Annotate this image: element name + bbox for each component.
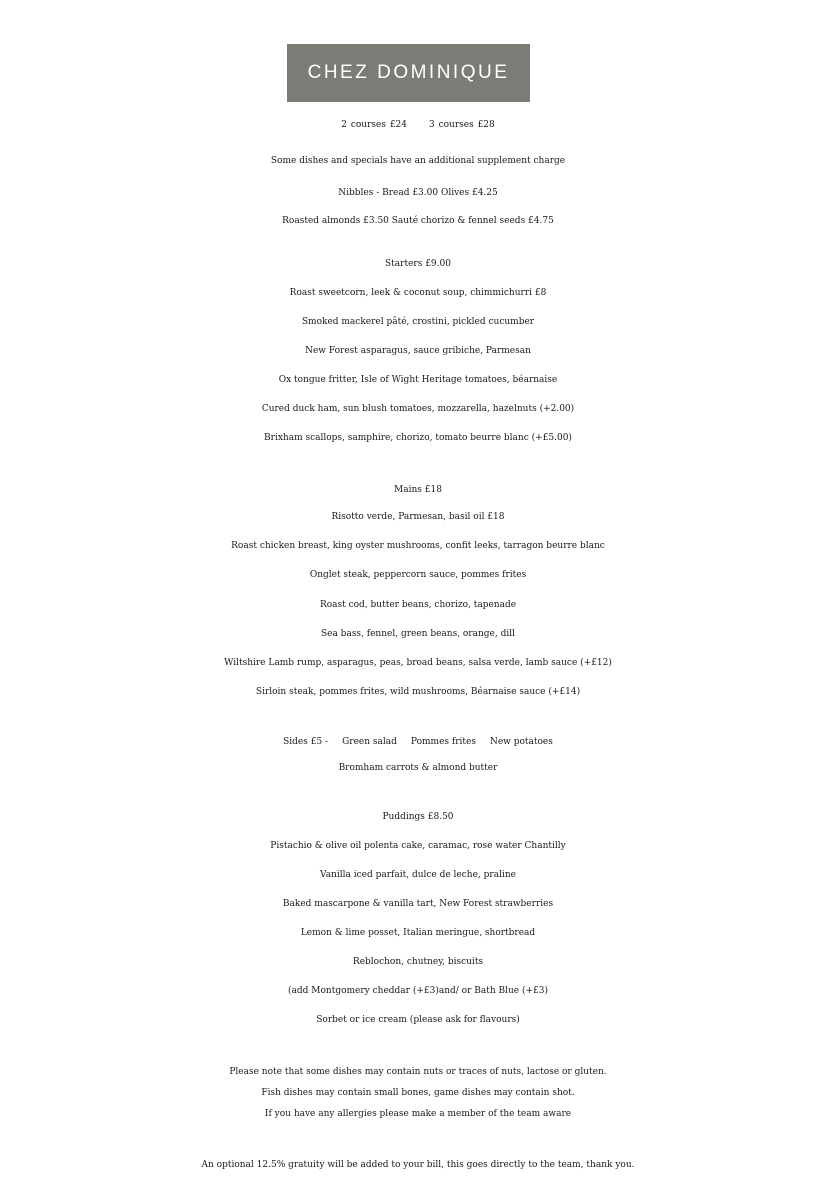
main-item: Sea bass, fennel, green beans, orange, dill xyxy=(320,629,516,639)
starter-item: Brixham scallops, samphire, chorizo, tomato beurre blanc (+£5.00) xyxy=(264,433,572,443)
pudding-item: Reblochon, chutney, biscuits xyxy=(352,957,484,967)
starters-heading: Starters £9.00 xyxy=(385,259,451,269)
allergy-note: If you have any allergies please make a member of the team aware xyxy=(264,1109,572,1119)
main-item: Onglet steak, peppercorn sauce, pommes frites xyxy=(309,570,527,580)
starter-item: New Forest asparagus, sauce gribiche, Parmesan xyxy=(305,346,531,356)
starter-item: Smoked mackerel pâté, crostini, pickled cucumber xyxy=(301,317,535,327)
starter-item: Cured duck ham, sun blush tomatoes, mozzarella, hazelnuts (+2.00) xyxy=(261,404,575,414)
mains-heading: Mains £18 xyxy=(394,485,442,495)
pudding-item: Baked mascarpone & vanilla tart, New Forest strawberries xyxy=(282,899,554,909)
main-item: Risotto verde, Parmesan, basil oil £18 xyxy=(331,512,505,522)
nibbles-line-2: Roasted almonds £3.50 Sauté chorizo & fennel seeds £4.75 xyxy=(282,216,554,226)
two-courses-price: 2 courses £24 xyxy=(341,120,407,130)
main-item: Roast cod, butter beans, chorizo, tapenade xyxy=(319,600,517,610)
main-item: Wiltshire Lamb rump, asparagus, peas, broad beans, salsa verde, lamb sauce (+£12) xyxy=(224,658,612,668)
nibbles-line-1: Nibbles - Bread £3.00 Olives £4.25 xyxy=(338,188,498,198)
pudding-item: Sorbet or ice cream (please ask for flavours) xyxy=(316,1015,520,1025)
puddings-heading: Puddings £8.50 xyxy=(382,812,454,822)
brand-logo: CHEZ DOMINIQUE xyxy=(287,44,530,102)
pudding-item: Vanilla iced parfait, dulce de leche, praline xyxy=(320,870,516,880)
sides-line-2: Bromham carrots & almond butter xyxy=(338,763,498,773)
pudding-item: Pistachio & olive oil polenta cake, caramac, rose water Chantilly xyxy=(270,841,566,851)
pudding-item: (add Montgomery cheddar (+£3)and/ or Bath Blue (+£3) xyxy=(288,986,548,996)
sides-line-1 xyxy=(0,737,836,747)
main-item: Sirloin steak, pommes frites, wild mushrooms, Béarnaise sauce (+£14) xyxy=(255,687,581,697)
starter-item: Ox tongue fritter, Isle of Wight Heritage tomatoes, béarnaise xyxy=(278,375,558,385)
three-courses-price: 3 courses £28 xyxy=(429,120,495,130)
sides-label: Sides £5 - xyxy=(283,737,329,747)
supplement-note: Some dishes and specials have an additional supplement charge xyxy=(270,156,566,166)
starter-item: Roast sweetcorn, leek & coconut soup, chimmichurri £8 xyxy=(289,288,547,298)
side-item: New potatoes xyxy=(489,737,553,747)
allergy-note: Please note that some dishes may contain nuts or traces of nuts, lactose or gluten. xyxy=(229,1067,607,1077)
main-item: Roast chicken breast, king oyster mushrooms, confit leeks, tarragon beurre blanc xyxy=(231,541,605,551)
allergy-note: Fish dishes may contain small bones, game dishes may contain shot. xyxy=(261,1088,575,1098)
side-item: Pommes frites xyxy=(410,737,476,747)
course-pricing xyxy=(0,120,836,130)
pudding-item: Lemon & lime posset, Italian meringue, shortbread xyxy=(300,928,536,938)
side-item: Green salad xyxy=(342,737,397,747)
gratuity-note: An optional 12.5% gratuity will be added to your bill, this goes directly to the team, thank you. xyxy=(201,1160,635,1170)
